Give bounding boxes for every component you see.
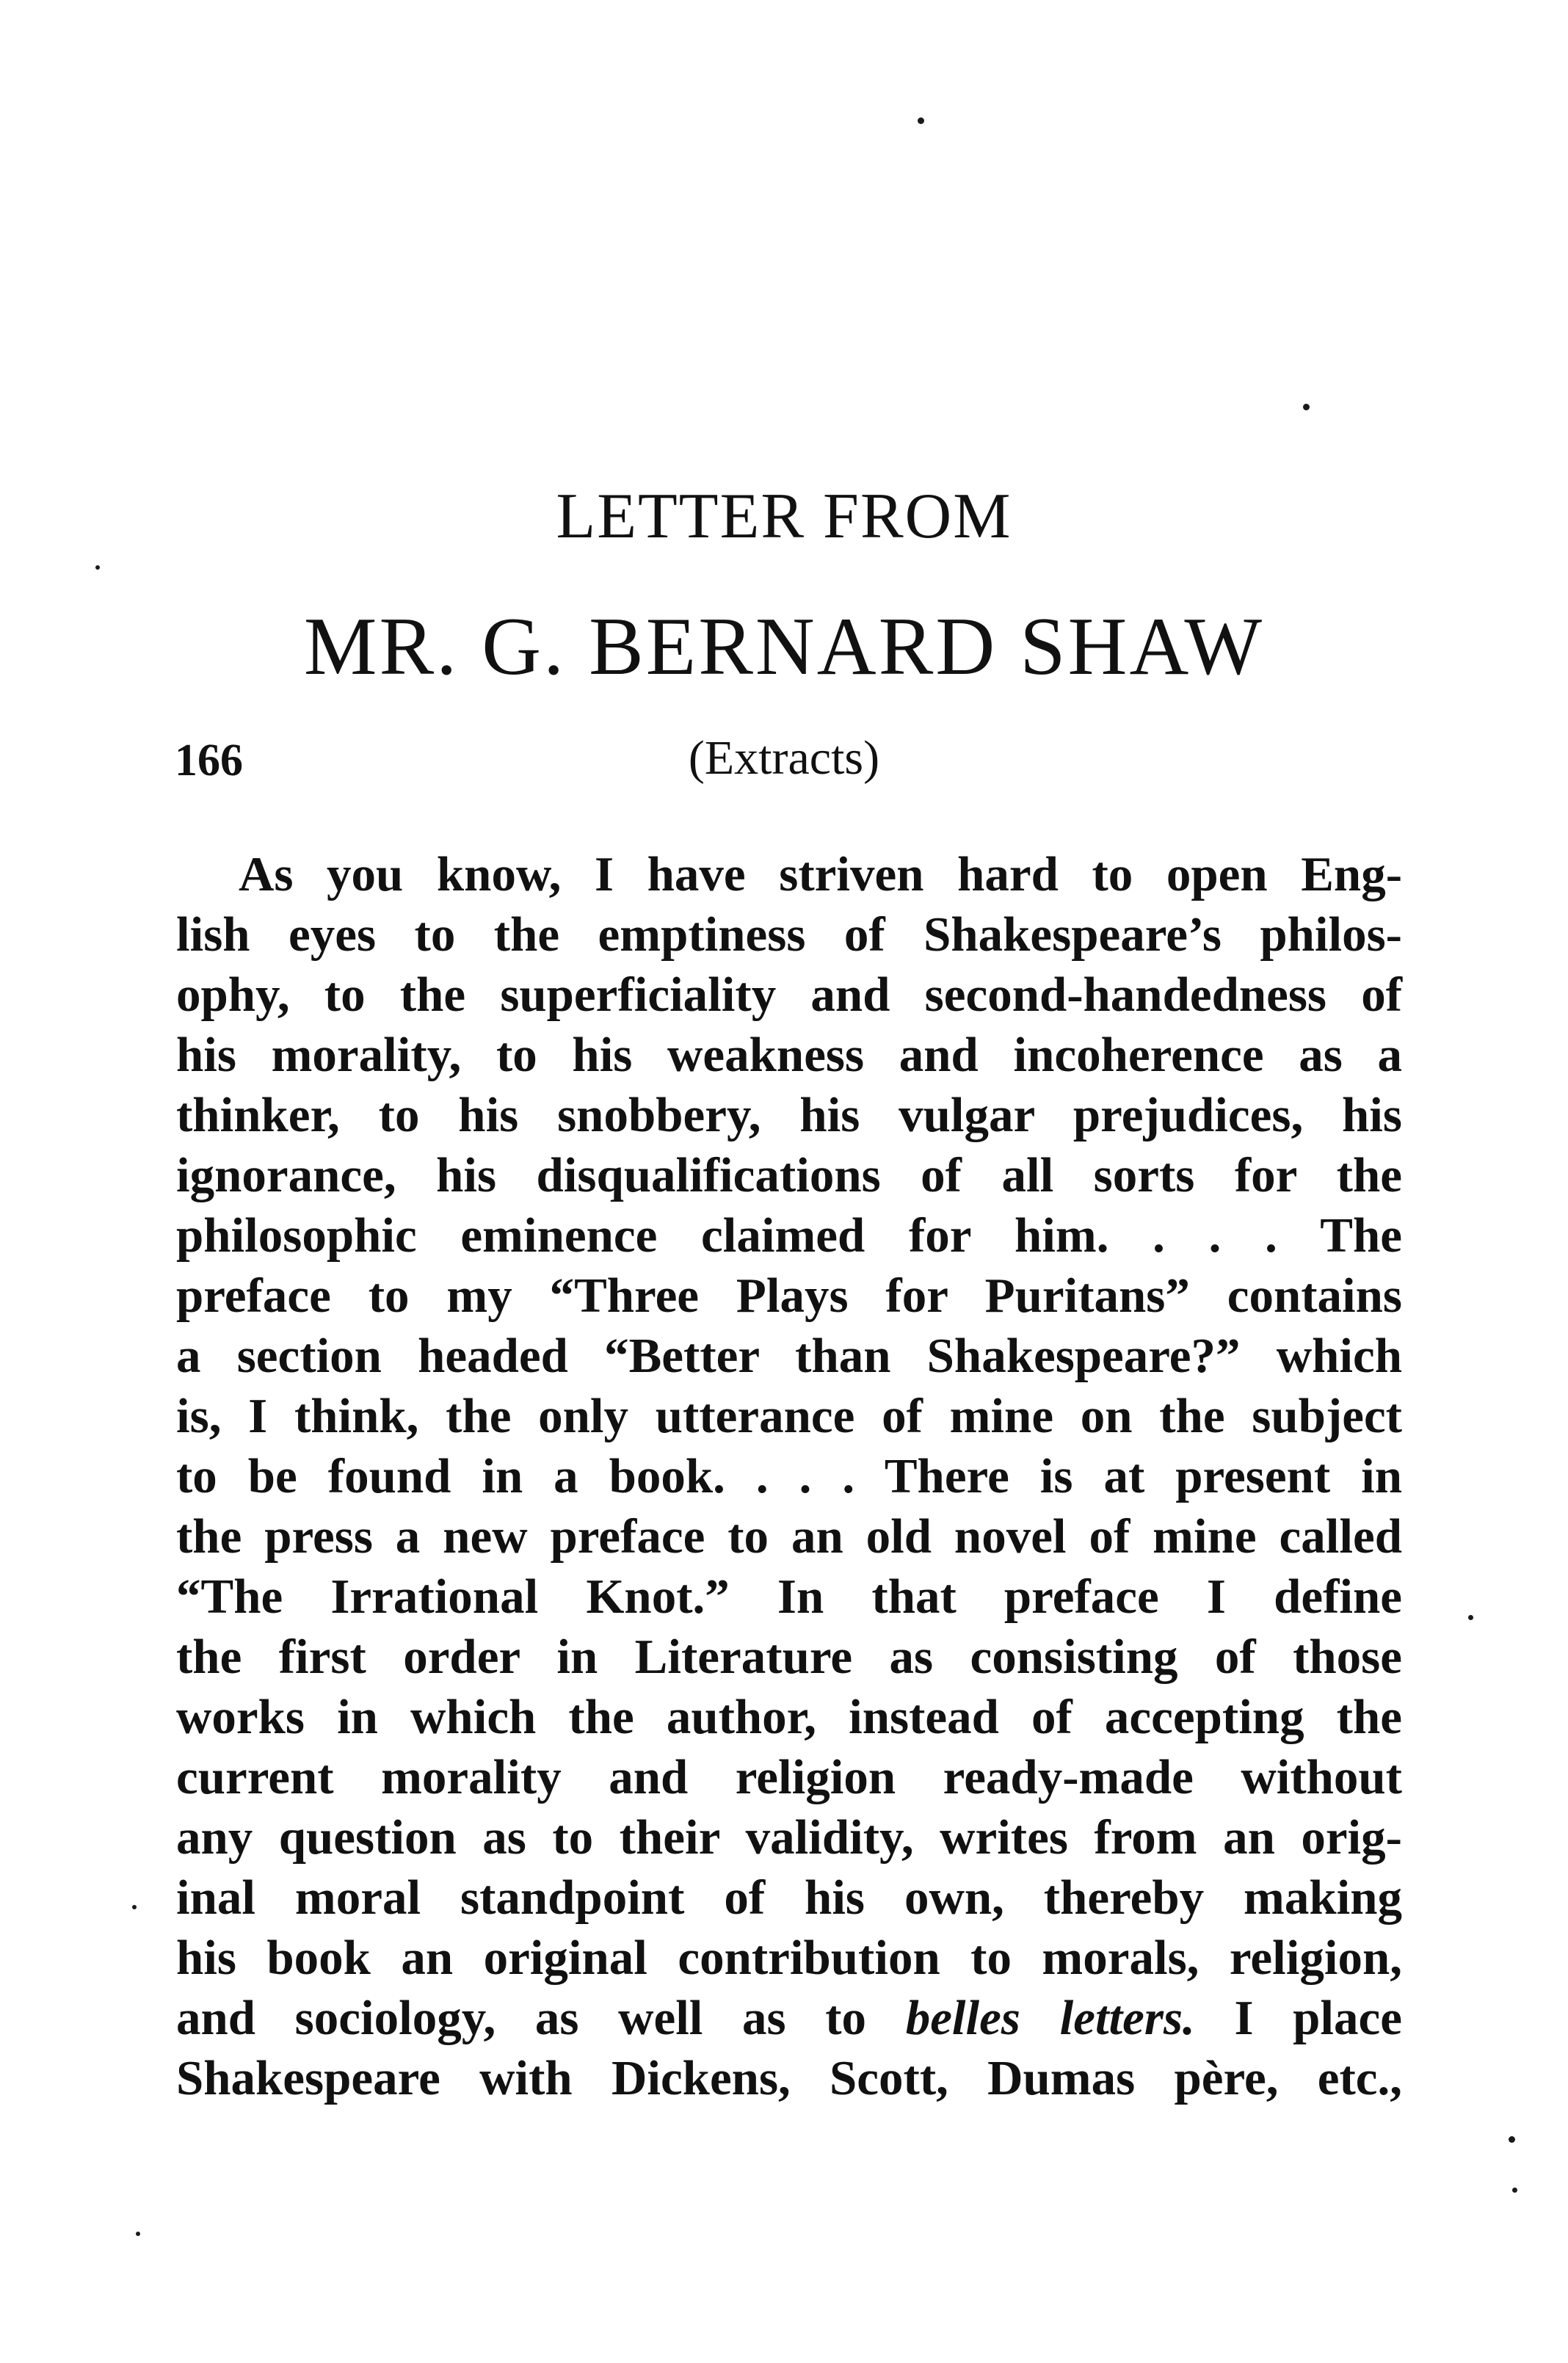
body-line: ophy, to the superficiality and second-handedness of	[176, 968, 1402, 1022]
body-line: to be found in a book. . . . There is at present in	[176, 1449, 1402, 1503]
body-line-with-italic	[176, 1988, 1402, 2048]
body-line: the first order in Literature as consisting of those	[176, 1630, 1402, 1684]
line-text-after: I place	[1194, 1991, 1402, 2045]
line-text-before: and sociology, as well as to	[176, 1991, 906, 2045]
scan-speck	[1468, 1615, 1473, 1620]
body-line: “The Irrational Knot.” In that preface I define	[176, 1569, 1402, 1624]
italic-phrase: belles letters.	[905, 1991, 1195, 2045]
body-line: any question as to their validity, writes from an orig-	[176, 1810, 1402, 1865]
body-line: a section headed “Better than Shakespeare?” which	[176, 1329, 1402, 1383]
scan-speck	[918, 117, 924, 124]
scan-speck	[1509, 2136, 1515, 2143]
body-line: preface to my “Three Plays for Puritans” contains	[176, 1268, 1402, 1323]
scan-speck	[1512, 2188, 1517, 2193]
body-line: Shakespeare with Dickens, Scott, Dumas père, etc.,	[176, 2051, 1402, 2105]
body-line: philosophic eminence claimed for him. . . . The	[176, 1208, 1402, 1263]
body-line: his morality, to his weakness and incoherence as a	[176, 1028, 1402, 1082]
letter-body	[176, 844, 1402, 2108]
body-line: current morality and religion ready-made without	[176, 1750, 1402, 1804]
body-line: lish eyes to the emptiness of Shakespeare’s philos-	[176, 907, 1402, 962]
body-line: ignorance, his disqualifications of all sorts for the	[176, 1148, 1402, 1202]
body-line: As you know, I have striven hard to open Eng-	[239, 847, 1402, 901]
heading-line-2: MR. G. BERNARD SHAW	[303, 601, 1265, 692]
page-number: 166	[175, 736, 243, 785]
body-line: the press a new preface to an old novel of mine called	[176, 1509, 1402, 1564]
body-line: thinker, to his snobbery, his vulgar prejudices, his	[176, 1088, 1402, 1142]
body-line: inal moral standpoint of his own, thereby making	[176, 1870, 1402, 1925]
body-line: is, I think, the only utterance of mine on the subject	[176, 1389, 1402, 1443]
body-line: his book an original contribution to morals, religion,	[176, 1931, 1402, 1985]
scan-speck	[1303, 404, 1310, 410]
scan-speck	[132, 1905, 137, 1909]
subtitle: (Extracts)	[688, 731, 880, 785]
scan-speck	[136, 2232, 140, 2236]
body-line: works in which the author, instead of accepting the	[176, 1690, 1402, 1744]
heading-line-1: LETTER FROM	[556, 481, 1012, 552]
scan-speck	[95, 565, 100, 570]
